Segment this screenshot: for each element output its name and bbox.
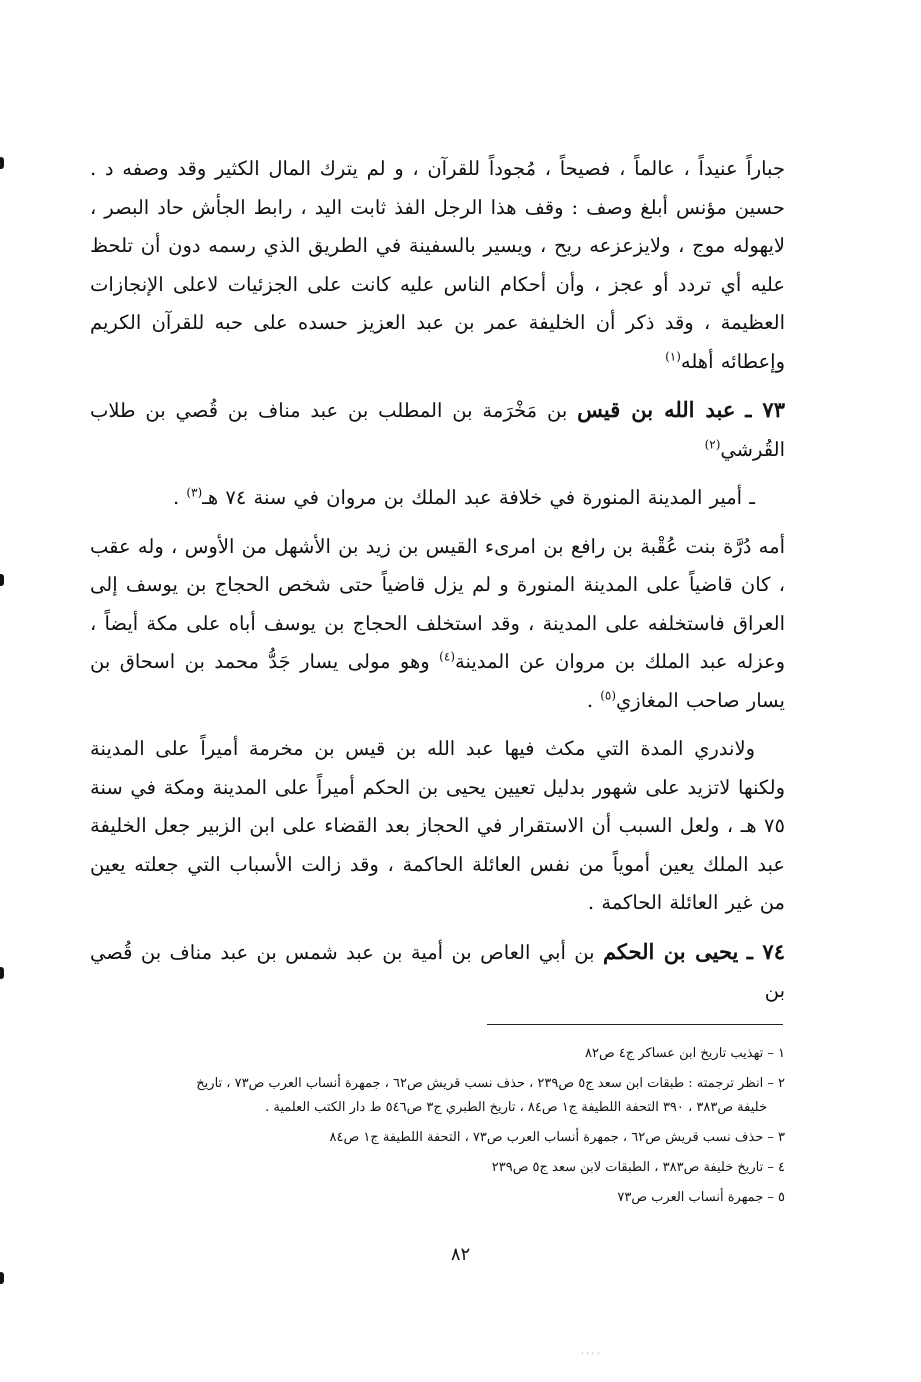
entry-lineage: بن أبي العاص بن أمية بن عبد شمس بن عبد مناف بن قُصي بن	[90, 940, 785, 1002]
entry-heading-74	[90, 933, 785, 1011]
footnote-ref: (٢)	[704, 437, 721, 451]
footnote-separator	[487, 1024, 783, 1025]
footnote-ref: (٥)	[600, 688, 617, 702]
footnote-ref: (٤)	[439, 649, 455, 664]
footnote-item-continuation: خليفة ص٣٨٣ ، ٣٩٠ التحفة اللطيفة ج١ ص٨٤ ، تاريخ الطبري ج٣ ص٥٤٦ ط دار الكتب العلمية .	[265, 1100, 767, 1115]
footnotes	[80, 1043, 785, 1217]
punctuation: .	[586, 688, 601, 712]
paragraph-lineage	[90, 528, 785, 721]
punctuation: .	[172, 486, 187, 509]
scan-edge-mark	[0, 574, 4, 586]
footnote-item: ٢ – انظر ترجمته : طبقات ابن سعد ج٥ ص٢٣٩ ، حذف نسب قريش ص٦٢ ، جمهرة أنساب العرب ص٧٣ ، تاريخ	[196, 1076, 785, 1091]
main-text	[90, 150, 785, 1021]
scan-edge-mark	[0, 157, 4, 169]
entry-role	[90, 479, 785, 518]
scan-edge-mark	[0, 967, 4, 979]
entry-heading-73	[90, 391, 785, 469]
entry-lineage: بن مَخْرَمة بن المطلب بن عبد مناف بن قُصي بن طلاب القُرشي	[90, 399, 785, 461]
paragraph-text: وهو مولى يسار جَدُّ محمد بن اسحاق بن يسار صاحب المغازي	[90, 650, 785, 712]
paragraph-analysis	[90, 730, 785, 923]
paragraph-biography-continuation	[90, 150, 785, 381]
entry-number: ٧٤ ـ	[746, 938, 785, 964]
footnote-ref: (١)	[665, 349, 681, 363]
paragraph-text: أمه دُرَّة بنت عُقْبة بن رافع بن امرىء القيس بن زيد بن الأشهل من الأوس ، وله عقب ، كان قاضياً على المدينة المنورة و لم يزل قاضياً حتى شخص الحجاج بن يوسف إلى العراق فاستخلفه على المدينة ، وقد استخلف الحجاج بن يوسف أباه على مكة أيضاً ، وعزله عبد الملك بن مروان عن المدينة	[90, 534, 786, 673]
scan-artifact: ' ' ' '	[581, 1352, 600, 1362]
paragraph-text: جباراً عنيداً ، عالماً ، فصيحاً ، مُجوداً للقرآن ، و لم يترك المال الكثير وقد وصفه د . حسين مؤنس أبلغ وصف : وقف هذا الرجل الفذ ثابت اليد ، رابط الجأش حاد البصر ، لايهوله موج ، ولايزعزعه ريح ، ويسير بالسفينة في الطريق الذي رسمه دون أن تلحظ عليه أي تردد أو عجز ، وأن أحكام الناس عليه كانت على الجزئيات لاعلى الإنجازات العظيمة ، وقد ذكر أن الخليفة عمر بن عبد العزيز حسده على حبه للقرآن الكريم وإعطائه أهله	[90, 157, 785, 373]
footnote-item: ٤ – تاريخ خليفة ص٣٨٣ ، الطبقات لابن سعد ج٥ ص٢٣٩	[491, 1160, 785, 1175]
footnote-item: ٣ – حذف نسب قريش ص٦٢ ، جمهرة أنساب العرب ص٧٣ ، التحفة اللطيفة ج١ ص٨٤	[329, 1130, 785, 1145]
footnote-item: ١ – تهذيب تاريخ ابن عساكر ج٤ ص٨٢	[585, 1046, 785, 1061]
paragraph-text: ـ أمير المدينة المنورة في خلافة عبد الملك بن مروان في سنة ٧٤ هـ	[202, 486, 755, 509]
entry-name: يحيى بن الحكم	[602, 938, 739, 964]
entry-number: ٧٣ ـ	[745, 397, 785, 422]
entry-name: عبد الله بن قيس	[577, 397, 736, 422]
footnote-ref: (٣)	[186, 485, 203, 500]
paragraph-text: ولاندري المدة التي مكث فيها عبد الله بن قيس بن مخرمة أميراً على المدينة ولكنها لاتزيد على شهور بدليل تعيين يحيى بن الحكم أميراً على المدينة ومكة في سنة ٧٥ هـ ، ولعل السبب أن الاستقرار في الحجاز بعد القضاء على ابن الزبير جعل الخليفة عبد الملك يعين أموياً من نفس العائلة الحاكمة ، وقد زالت الأسباب التي جعلته يعين من غير العائلة الحاكمة .	[90, 737, 785, 914]
footnote-item: ٥ – جمهرة أنساب العرب ص٧٣	[617, 1190, 785, 1205]
scan-edge-mark	[0, 1272, 4, 1284]
page-number: ٨٢	[450, 1244, 471, 1265]
